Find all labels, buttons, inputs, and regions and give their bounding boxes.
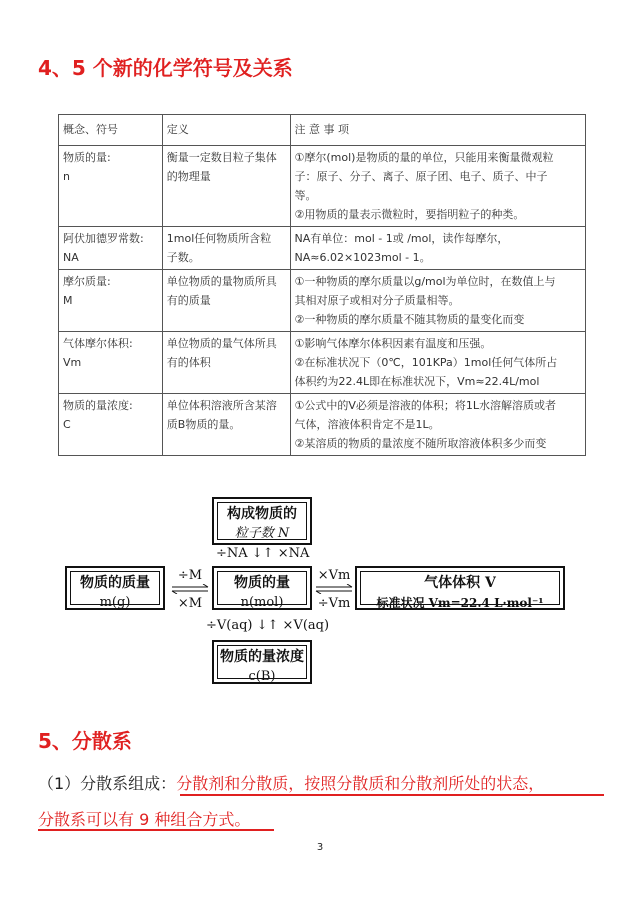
definition-cell: 单位物质的量物质所具 有的质量 — [162, 270, 290, 332]
paragraph-highlight-line2: 分散系可以有 9 种组合方式。 — [38, 810, 251, 829]
top-conversion-label: ÷NA ↓↑ ×NA — [216, 546, 310, 561]
table-row — [59, 146, 586, 227]
notes-cell: ①摩尔(mol)是物质的量的单位，只能用来衡量微观粒 子：原子、分子、离子、原子团、电子、质子、中子 等。 ②用物质的量表示微粒时，要指明粒子的种类。 — [290, 146, 586, 227]
header-concept: 概念、符号 — [59, 115, 163, 146]
divide-m-label: ÷M — [177, 568, 203, 583]
volume-conversion-arrows — [314, 568, 354, 611]
page-number: 3 — [316, 842, 324, 853]
concept-cell: 物质的量浓度: C — [59, 394, 163, 456]
table-row — [59, 270, 586, 332]
highlight-underline-2 — [38, 829, 274, 831]
double-arrow-icon — [170, 584, 210, 594]
notes-cell: NA有单位：mol - 1或 /mol，读作每摩尔， NA≈6.02×1023mol - 1。 — [290, 227, 586, 270]
divide-vm-label: ÷Vm — [317, 596, 351, 611]
notes-cell: ①一种物质的摩尔质量以g/mol为单位时，在数值上与 其相对原子或相对分子质量相等。 ②一种物质的摩尔质量不随其物质的量变化而变 — [290, 270, 586, 332]
notes-cell: ①公式中的V必须是溶液的体积；将1L水溶解溶质或者 气体，溶液体积肯定不是1L。 ②某溶质的物质的量浓度不随所取溶液体积多少而变 — [290, 394, 586, 456]
paragraph-lead: （1）分散系组成： — [38, 774, 177, 793]
times-vm-label: ×Vm — [317, 568, 351, 583]
definition-cell: 单位体积溶液所含某溶 质B物质的量。 — [162, 394, 290, 456]
double-arrow-icon — [314, 584, 354, 594]
gas-volume-box: 气体体积 V 标准状况 Vm=22.4 L·mol⁻¹ — [355, 566, 565, 610]
definition-cell: 1mol任何物质所含粒 子数。 — [162, 227, 290, 270]
concept-cell: 阿伏加德罗常数: NA — [59, 227, 163, 270]
paragraph-highlight-line1: 分散剂和分散质，按照分散质和分散剂所处的状态， — [176, 774, 545, 793]
definition-cell: 衡量一定数目粒子集体 的物理量 — [162, 146, 290, 227]
mass-box: 物质的质量 m(g) — [65, 566, 165, 610]
header-notes: 注 意 事 项 — [290, 115, 586, 146]
highlight-underline-1 — [180, 794, 604, 796]
notes-cell: ①影响气体摩尔体积因素有温度和压强。 ②在标准状况下（0℃，101KPa）1mol任何气体所占 体积约为22.4L即在标准状况下，Vm≈22.4L/mol — [290, 332, 586, 394]
concept-cell: 气体摩尔体积: Vm — [59, 332, 163, 394]
section-4-heading: 4、5 个新的化学符号及关系 — [38, 56, 293, 80]
concept-cell: 摩尔质量: M — [59, 270, 163, 332]
concepts-table — [58, 114, 586, 456]
table-row — [59, 332, 586, 394]
definition-cell: 单位物质的量气体所具 有的体积 — [162, 332, 290, 394]
amount-of-substance-box: 物质的量 n(mol) — [212, 566, 312, 610]
section-5-heading: 5、分散系 — [38, 729, 132, 753]
bottom-conversion-label: ÷V(aq) ↓↑ ×V(aq) — [206, 618, 330, 633]
mass-conversion-arrows — [170, 568, 210, 611]
header-definition: 定义 — [162, 115, 290, 146]
concentration-box: 物质的量浓度 c(B) — [212, 640, 312, 684]
concept-cell: 物质的量: n — [59, 146, 163, 227]
particle-number-box: 构成物质的 粒子数 N — [212, 497, 312, 545]
table-header-row — [59, 115, 586, 146]
dispersion-paragraph — [38, 766, 608, 838]
table-row — [59, 394, 586, 456]
times-m-label: ×M — [177, 596, 203, 611]
table-row — [59, 227, 586, 270]
